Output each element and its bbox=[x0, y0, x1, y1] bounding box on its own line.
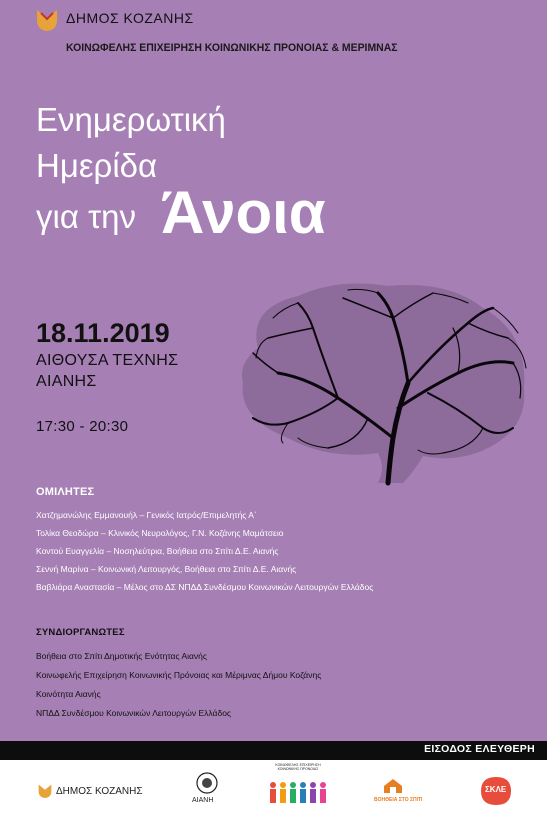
brain-tree-icon bbox=[228, 278, 532, 486]
aiani-emblem-icon bbox=[196, 772, 218, 794]
header-org: ΔΗΜΟΣ ΚΟΖΑΝΗΣ bbox=[66, 10, 194, 26]
speaker-item: Βαβλιάρα Αναστασία – Μέλος στο ΔΣ ΝΠΔΔ Συνδέσμου Κοινωνικών Λειτουργών Ελλάδος bbox=[36, 582, 374, 592]
title-line-1: Ενημερωτική bbox=[36, 101, 226, 138]
speakers-heading: ΟΜΙΛΗΤΕΣ bbox=[36, 486, 95, 498]
footer-logos bbox=[0, 760, 547, 819]
coorganizers-heading: ΣΥΝΔΙΟΡΓΑΝΩΤΕΣ bbox=[36, 627, 125, 638]
municipality-logo-small-icon bbox=[38, 783, 52, 799]
header-subtitle: ΚΟΙΝΩΦΕΛΗΣ ΕΠΙΧΕΙΡΗΣΗ ΚΟΙΝΩΝΙΚΗΣ ΠΡΟΝΟΙΑΣ & ΜΕΡΙΜΝΑΣ bbox=[66, 42, 398, 54]
footer-social-enterprise-label: ΚΟΙΝΩΦΕΛΗΣ ΕΠΙΧΕΙΡΗΣΗ ΚΟΙΝΩΝΙΚΗΣ ΠΡΟΝΟΙΑΣ bbox=[275, 763, 321, 772]
entry-bar bbox=[0, 741, 547, 760]
municipality-logo-icon bbox=[36, 8, 58, 32]
event-venue-line-2: ΑΙΑΝΗΣ bbox=[36, 373, 97, 390]
speaker-item: Κοντού Ευαγγελία – Νοσηλεύτρια, Βοήθεια στο Σπίτι Δ.Ε. Αιανής bbox=[36, 546, 279, 556]
free-entry-text: ΕΙΣΟΔΟΣ ΕΛΕΥΘΕΡΗ bbox=[424, 743, 535, 755]
footer-home-help-label: ΒΟΗΘΕΙΑ ΣΤΟ ΣΠΙΤΙ bbox=[374, 797, 423, 803]
speaker-item: Τολίκα Θεοδώρα – Κλινικός Νευρολόγος, Γ.Ν. Κοζάνης Μαμάτσειο bbox=[36, 528, 284, 538]
footer-aiani-label: ΑΙΑΝΗ bbox=[192, 797, 214, 804]
footer-municipality-label: ΔΗΜΟΣ ΚΟΖΑΝΗΣ bbox=[56, 786, 143, 797]
community-people-logo-icon bbox=[266, 777, 328, 809]
event-time: 17:30 - 20:30 bbox=[36, 418, 129, 435]
coorganizer-item: Κοινότητα Αιανής bbox=[36, 689, 101, 699]
coorganizer-item: Βοήθεια στο Σπίτι Δημοτικής Ενότητας Αιανής bbox=[36, 651, 208, 661]
speaker-item: Χατζημανώλης Εμμανουήλ – Γενικός Ιατρός/Επιμελητής Α΄ bbox=[36, 510, 257, 520]
event-date: 18.11.2019 bbox=[36, 318, 170, 348]
coorganizer-item: ΝΠΔΔ Συνδέσμου Κοινωνικών Λειτουργών Ελλάδος bbox=[36, 708, 232, 718]
title-main-word: Άνοια bbox=[161, 179, 326, 246]
event-venue-line-1: ΑΙΘΟΥΣΑ ΤΕΧΝΗΣ bbox=[36, 352, 179, 369]
title-line-3: για την bbox=[36, 198, 136, 235]
coorganizer-item: Κοινωφελής Επιχείρηση Κοινωνικής Πρόνοιας και Μέριμνας Δήμου Κοζάνης bbox=[36, 670, 322, 680]
home-help-icon bbox=[382, 778, 404, 794]
speaker-item: Σεννή Μαρίνα – Κοινωνική Λειτουργός, Βοήθεια στο Σπίτι Δ.Ε. Αιανής bbox=[36, 564, 297, 574]
footer-skle-label: ΣΚΛΕ bbox=[485, 785, 507, 794]
title-line-2: Ημερίδα bbox=[36, 147, 158, 184]
